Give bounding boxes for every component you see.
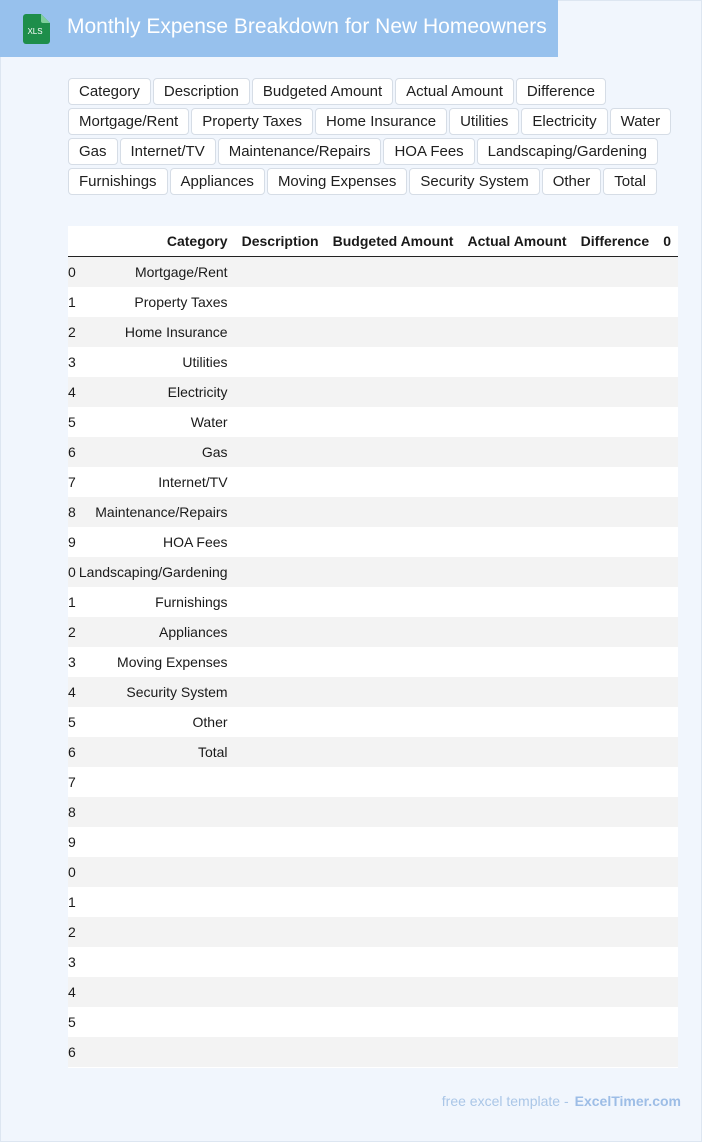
- description-cell[interactable]: [235, 827, 326, 857]
- budgeted-amount-cell[interactable]: [326, 407, 461, 437]
- difference-cell[interactable]: [574, 737, 657, 767]
- description-cell[interactable]: [235, 917, 326, 947]
- difference-cell[interactable]: [574, 767, 657, 797]
- table-row: [68, 617, 678, 647]
- column-tag[interactable]: Gas: [68, 138, 118, 165]
- category-cell[interactable]: [72, 917, 235, 947]
- column-tag[interactable]: Total: [603, 168, 657, 195]
- description-cell[interactable]: [235, 407, 326, 437]
- category-cell[interactable]: Gas: [201, 443, 228, 460]
- description-cell[interactable]: [235, 557, 326, 587]
- difference-cell[interactable]: [574, 1007, 657, 1037]
- category-cell[interactable]: Security System: [126, 683, 228, 700]
- difference-cell[interactable]: [574, 256, 657, 287]
- budgeted-amount-cell[interactable]: [326, 737, 461, 767]
- column-tag[interactable]: Security System: [409, 168, 539, 195]
- actual-amount-cell[interactable]: [460, 707, 573, 737]
- category-cell[interactable]: Water: [190, 413, 228, 430]
- extra-cell[interactable]: [656, 977, 678, 1007]
- row-index-label: 0: [68, 563, 76, 580]
- actual-amount-cell[interactable]: [460, 857, 573, 887]
- xls-file-icon: [22, 14, 50, 44]
- budgeted-amount-cell[interactable]: [326, 437, 461, 467]
- budgeted-amount-cell[interactable]: [326, 767, 461, 797]
- table-row: [68, 977, 678, 1007]
- extra-cell[interactable]: [656, 947, 678, 977]
- budgeted-amount-cell[interactable]: [326, 887, 461, 917]
- description-cell[interactable]: [235, 527, 326, 557]
- actual-amount-cell[interactable]: [460, 527, 573, 557]
- budgeted-amount-cell[interactable]: [326, 647, 461, 677]
- row-index-label: 7: [68, 473, 76, 490]
- column-tag[interactable]: Furnishings: [68, 168, 168, 195]
- budgeted-amount-cell[interactable]: [326, 377, 461, 407]
- actual-amount-cell[interactable]: [460, 797, 573, 827]
- row-index-label: 4: [68, 383, 76, 400]
- row-index-label: 3: [68, 353, 76, 370]
- row-index-label: 5: [68, 1013, 76, 1030]
- category-cell[interactable]: Total: [197, 743, 228, 760]
- difference-cell[interactable]: [574, 617, 657, 647]
- column-tag[interactable]: Difference: [516, 78, 606, 105]
- row-index-label: 9: [68, 533, 76, 550]
- actual-amount-cell[interactable]: [460, 437, 573, 467]
- actual-amount-cell[interactable]: [460, 1037, 573, 1067]
- budgeted-amount-cell[interactable]: [326, 977, 461, 1007]
- row-index-label: 4: [68, 983, 76, 1000]
- description-cell[interactable]: [235, 437, 326, 467]
- xls-icon-label: XLS: [27, 27, 43, 36]
- difference-cell[interactable]: [574, 347, 657, 377]
- actual-amount-cell[interactable]: [460, 557, 573, 587]
- actual-amount-cell[interactable]: [460, 317, 573, 347]
- actual-amount-header: Actual Amount: [460, 226, 573, 256]
- difference-cell[interactable]: [574, 497, 657, 527]
- category-cell[interactable]: [72, 767, 235, 797]
- extra-cell[interactable]: [656, 287, 678, 317]
- row-index-label: 0: [68, 863, 76, 880]
- actual-amount-cell[interactable]: [460, 287, 573, 317]
- extra-cell[interactable]: [656, 587, 678, 617]
- category-cell[interactable]: Property Taxes: [134, 293, 228, 310]
- difference-cell[interactable]: [574, 407, 657, 437]
- row-index-label: 8: [68, 503, 76, 520]
- extra-cell[interactable]: [656, 887, 678, 917]
- budgeted-amount-cell[interactable]: [326, 497, 461, 527]
- category-cell[interactable]: Appliances: [159, 623, 228, 640]
- description-cell[interactable]: [235, 1007, 326, 1037]
- column-tag[interactable]: Electricity: [521, 108, 607, 135]
- description-cell[interactable]: [235, 977, 326, 1007]
- actual-amount-cell[interactable]: [460, 767, 573, 797]
- budgeted-amount-cell[interactable]: [326, 1007, 461, 1037]
- column-tag[interactable]: Other: [542, 168, 602, 195]
- budgeted-amount-cell[interactable]: [326, 797, 461, 827]
- extra-column-header: 0: [656, 226, 678, 256]
- row-index-label: 7: [68, 773, 76, 790]
- category-header: Category: [72, 226, 235, 256]
- difference-cell[interactable]: [574, 317, 657, 347]
- actual-amount-cell[interactable]: [460, 407, 573, 437]
- actual-amount-cell[interactable]: [460, 256, 573, 287]
- budgeted-amount-cell[interactable]: [326, 256, 461, 287]
- extra-cell[interactable]: [656, 827, 678, 857]
- budgeted-amount-cell[interactable]: [326, 467, 461, 497]
- row-index-label: 9: [68, 833, 76, 850]
- row-index-label: 6: [68, 443, 76, 460]
- table-row: [68, 767, 678, 797]
- description-cell[interactable]: [235, 377, 326, 407]
- extra-cell[interactable]: [656, 677, 678, 707]
- description-cell[interactable]: [235, 677, 326, 707]
- difference-cell[interactable]: [574, 1037, 657, 1067]
- extra-cell[interactable]: [656, 617, 678, 647]
- table-row: [68, 797, 678, 827]
- description-cell[interactable]: [235, 737, 326, 767]
- column-tag[interactable]: Home Insurance: [315, 108, 447, 135]
- row-index-label: 1: [68, 293, 76, 310]
- extra-cell[interactable]: [656, 1007, 678, 1037]
- extra-cell[interactable]: [656, 527, 678, 557]
- column-tag[interactable]: Internet/TV: [120, 138, 216, 165]
- column-tag[interactable]: Actual Amount: [395, 78, 514, 105]
- table-row: [68, 1007, 678, 1037]
- row-index-label: 6: [68, 743, 76, 760]
- extra-cell[interactable]: [656, 557, 678, 587]
- row-index-label: 5: [68, 413, 76, 430]
- difference-cell[interactable]: [574, 587, 657, 617]
- description-cell[interactable]: [235, 1037, 326, 1067]
- footer-prefix: free excel template -: [441, 1093, 569, 1109]
- actual-amount-cell[interactable]: [460, 377, 573, 407]
- category-cell[interactable]: Other: [192, 713, 228, 730]
- extra-cell[interactable]: [656, 707, 678, 737]
- row-index-label: 1: [68, 893, 76, 910]
- actual-amount-cell[interactable]: [460, 917, 573, 947]
- difference-cell[interactable]: [574, 527, 657, 557]
- difference-cell[interactable]: [574, 797, 657, 827]
- column-tag[interactable]: Landscaping/Gardening: [477, 138, 658, 165]
- table-row: [68, 527, 678, 557]
- difference-cell[interactable]: [574, 977, 657, 1007]
- table-row: [68, 317, 678, 347]
- category-cell[interactable]: Utilities: [182, 353, 228, 370]
- extra-cell[interactable]: [656, 407, 678, 437]
- category-cell[interactable]: [72, 947, 235, 977]
- column-tag[interactable]: HOA Fees: [383, 138, 474, 165]
- budgeted-amount-cell[interactable]: [326, 947, 461, 977]
- description-cell[interactable]: [235, 317, 326, 347]
- table-header-row: [68, 226, 678, 256]
- budgeted-amount-cell[interactable]: [326, 857, 461, 887]
- column-tag[interactable]: Water: [610, 108, 671, 135]
- difference-cell[interactable]: [574, 557, 657, 587]
- description-cell[interactable]: [235, 857, 326, 887]
- description-cell[interactable]: [235, 947, 326, 977]
- category-cell[interactable]: HOA Fees: [162, 533, 228, 550]
- footer-brand-link[interactable]: ExcelTimer.com: [574, 1093, 681, 1109]
- difference-header: Difference: [574, 226, 657, 256]
- column-tag[interactable]: Utilities: [449, 108, 519, 135]
- column-tag[interactable]: Mortgage/Rent: [68, 108, 189, 135]
- column-tag[interactable]: Maintenance/Repairs: [218, 138, 382, 165]
- extra-cell[interactable]: [656, 467, 678, 497]
- table-row: [68, 287, 678, 317]
- category-cell[interactable]: Home Insurance: [124, 323, 228, 340]
- budgeted-amount-cell[interactable]: [326, 347, 461, 377]
- difference-cell[interactable]: [574, 377, 657, 407]
- difference-cell[interactable]: [574, 857, 657, 887]
- table-row: [68, 857, 678, 887]
- table-row: [68, 467, 678, 497]
- budgeted-amount-cell[interactable]: [326, 287, 461, 317]
- category-cell[interactable]: Maintenance/Repairs: [95, 503, 228, 520]
- budgeted-amount-cell[interactable]: [326, 587, 461, 617]
- row-index-label: 3: [68, 653, 76, 670]
- description-cell[interactable]: [235, 347, 326, 377]
- table-row: [68, 377, 678, 407]
- table-row: [68, 947, 678, 977]
- difference-cell[interactable]: [574, 887, 657, 917]
- category-cell[interactable]: [72, 977, 235, 1007]
- table-row: [68, 347, 678, 377]
- difference-cell[interactable]: [574, 647, 657, 677]
- extra-cell[interactable]: [656, 437, 678, 467]
- budgeted-amount-cell[interactable]: [326, 557, 461, 587]
- table-row: [68, 1037, 678, 1067]
- table-row: [68, 557, 678, 587]
- category-cell[interactable]: Internet/TV: [158, 473, 228, 490]
- extra-cell[interactable]: [656, 497, 678, 527]
- category-cell[interactable]: Electricity: [167, 383, 228, 400]
- budgeted-amount-header: Budgeted Amount: [326, 226, 461, 256]
- difference-cell[interactable]: [574, 437, 657, 467]
- extra-cell[interactable]: [656, 857, 678, 887]
- actual-amount-cell[interactable]: [460, 1007, 573, 1037]
- column-tag[interactable]: Property Taxes: [191, 108, 313, 135]
- row-index-label: 4: [68, 683, 76, 700]
- difference-cell[interactable]: [574, 827, 657, 857]
- actual-amount-cell[interactable]: [460, 587, 573, 617]
- category-cell[interactable]: [72, 827, 235, 857]
- description-cell[interactable]: [235, 887, 326, 917]
- column-tag-list: [68, 78, 680, 195]
- description-cell[interactable]: [235, 617, 326, 647]
- extra-cell[interactable]: [656, 737, 678, 767]
- actual-amount-cell[interactable]: [460, 647, 573, 677]
- actual-amount-cell[interactable]: [460, 887, 573, 917]
- column-tag[interactable]: Moving Expenses: [267, 168, 407, 195]
- column-tag[interactable]: Appliances: [170, 168, 265, 195]
- data-table: [68, 226, 678, 1067]
- description-cell[interactable]: [235, 647, 326, 677]
- table-row: [68, 497, 678, 527]
- budgeted-amount-cell[interactable]: [326, 707, 461, 737]
- category-cell[interactable]: Furnishings: [155, 593, 228, 610]
- category-cell[interactable]: [72, 857, 235, 887]
- description-header: Description: [235, 226, 326, 256]
- table-row: [68, 707, 678, 737]
- description-cell[interactable]: [235, 587, 326, 617]
- table-row: [68, 647, 678, 677]
- description-cell[interactable]: [235, 497, 326, 527]
- column-tag[interactable]: Category: [68, 78, 151, 105]
- category-cell[interactable]: Landscaping/Gardening: [78, 563, 228, 580]
- difference-cell[interactable]: [574, 947, 657, 977]
- description-cell[interactable]: [235, 767, 326, 797]
- description-cell[interactable]: [235, 287, 326, 317]
- budgeted-amount-cell[interactable]: [326, 917, 461, 947]
- actual-amount-cell[interactable]: [460, 467, 573, 497]
- difference-cell[interactable]: [574, 677, 657, 707]
- table-row: [68, 587, 678, 617]
- actual-amount-cell[interactable]: [460, 737, 573, 767]
- category-cell[interactable]: [72, 1037, 235, 1067]
- difference-cell[interactable]: [574, 707, 657, 737]
- category-cell[interactable]: [72, 887, 235, 917]
- footer-credit: [442, 1093, 681, 1109]
- description-cell[interactable]: [235, 256, 326, 287]
- column-tag[interactable]: Budgeted Amount: [252, 78, 393, 105]
- budgeted-amount-cell[interactable]: [326, 827, 461, 857]
- actual-amount-cell[interactable]: [460, 827, 573, 857]
- category-cell[interactable]: Moving Expenses: [117, 653, 228, 670]
- table-row: [68, 256, 678, 287]
- budgeted-amount-cell[interactable]: [326, 317, 461, 347]
- extra-cell[interactable]: [656, 256, 678, 287]
- budgeted-amount-cell[interactable]: [326, 527, 461, 557]
- table-row: [68, 677, 678, 707]
- column-tag[interactable]: Description: [153, 78, 250, 105]
- actual-amount-cell[interactable]: [460, 617, 573, 647]
- table-row: [68, 917, 678, 947]
- description-cell[interactable]: [235, 467, 326, 497]
- row-index-label: 6: [68, 1043, 76, 1060]
- actual-amount-cell[interactable]: [460, 677, 573, 707]
- extra-cell[interactable]: [656, 1037, 678, 1067]
- row-index-label: 2: [68, 923, 76, 940]
- table-row: [68, 887, 678, 917]
- row-index-label: 1: [68, 593, 76, 610]
- extra-cell[interactable]: [656, 317, 678, 347]
- budgeted-amount-cell[interactable]: [326, 677, 461, 707]
- table-row: [68, 437, 678, 467]
- difference-cell[interactable]: [574, 287, 657, 317]
- budgeted-amount-cell[interactable]: [326, 1037, 461, 1067]
- table-row: [68, 827, 678, 857]
- extra-cell[interactable]: [656, 797, 678, 827]
- category-cell[interactable]: [72, 1007, 235, 1037]
- extra-cell[interactable]: [656, 767, 678, 797]
- difference-cell[interactable]: [574, 467, 657, 497]
- row-index-label: 8: [68, 803, 76, 820]
- description-cell[interactable]: [235, 797, 326, 827]
- extra-cell[interactable]: [656, 377, 678, 407]
- extra-cell[interactable]: [656, 917, 678, 947]
- table-row: [68, 407, 678, 437]
- row-index-label: 0: [68, 263, 76, 280]
- row-index-label: 5: [68, 713, 76, 730]
- difference-cell[interactable]: [574, 917, 657, 947]
- table-row: [68, 737, 678, 767]
- actual-amount-cell[interactable]: [460, 977, 573, 1007]
- extra-cell[interactable]: [656, 347, 678, 377]
- actual-amount-cell[interactable]: [460, 347, 573, 377]
- row-index-label: 2: [68, 623, 76, 640]
- extra-cell[interactable]: [656, 647, 678, 677]
- page-title: Monthly Expense Breakdown for New Homeowners: [67, 15, 547, 38]
- category-cell[interactable]: Mortgage/Rent: [134, 263, 228, 280]
- row-index-label: 2: [68, 323, 76, 340]
- data-table-container[interactable]: [68, 226, 678, 1068]
- budgeted-amount-cell[interactable]: [326, 617, 461, 647]
- category-cell[interactable]: [72, 797, 235, 827]
- description-cell[interactable]: [235, 707, 326, 737]
- actual-amount-cell[interactable]: [460, 947, 573, 977]
- header-bar: [0, 0, 558, 57]
- actual-amount-cell[interactable]: [460, 497, 573, 527]
- row-index-label: 3: [68, 953, 76, 970]
